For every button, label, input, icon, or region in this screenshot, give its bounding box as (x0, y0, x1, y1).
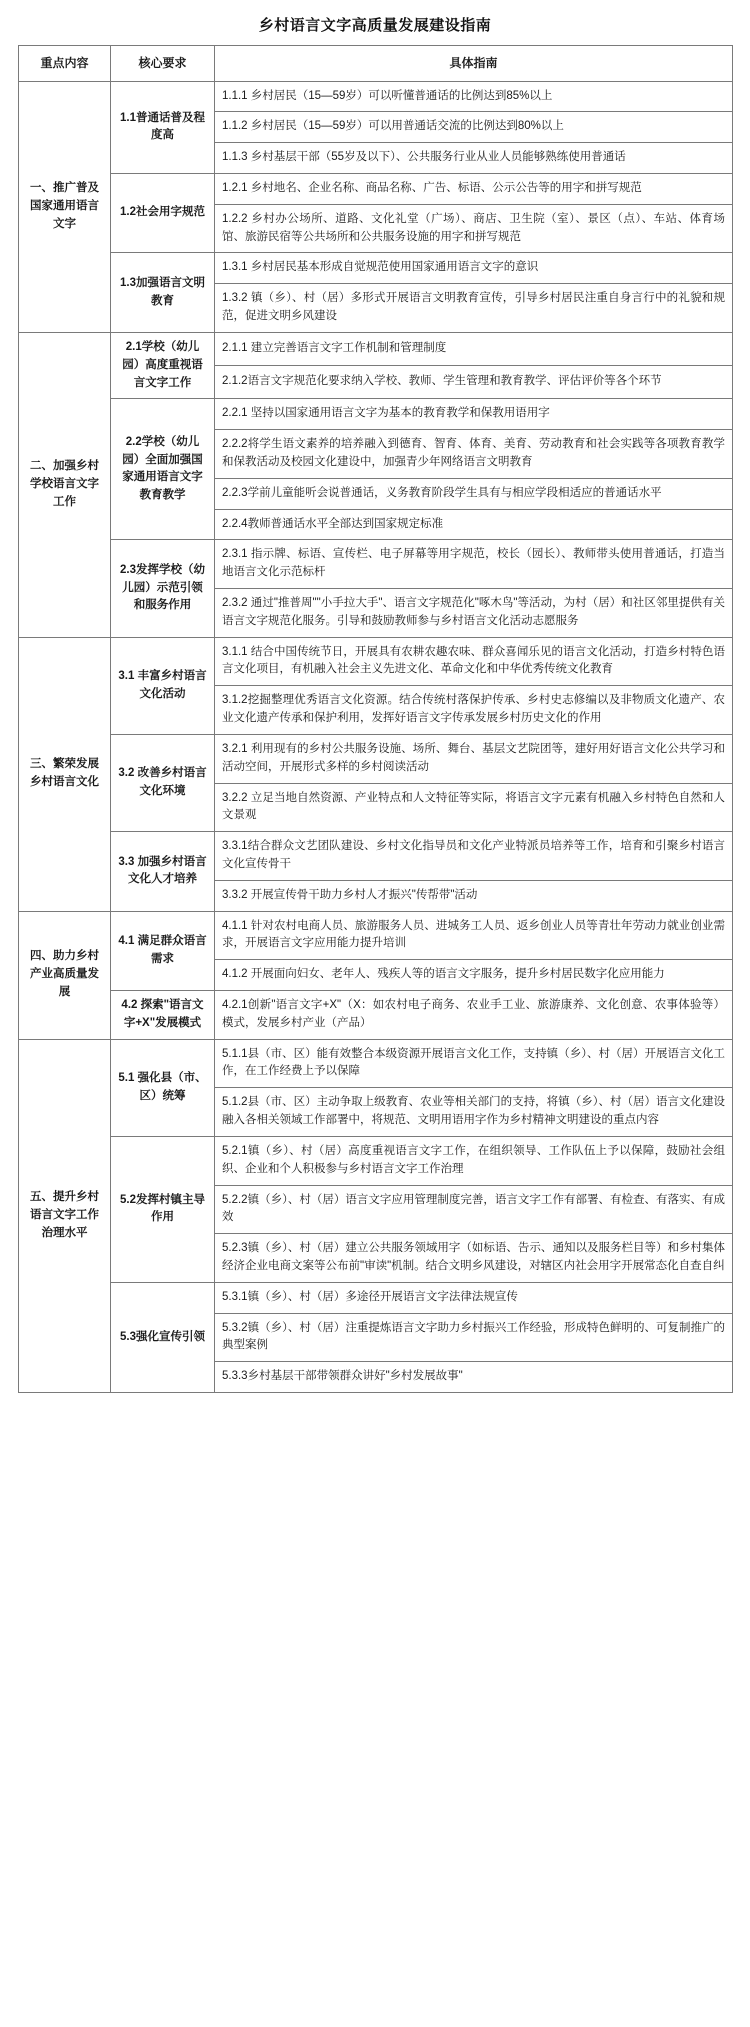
guideline-cell: 3.2.1 利用现有的乡村公共服务设施、场所、舞台、基层文艺院团等，建好用好语言文化公共学习和活动空间，开展形式多样的乡村阅读活动 (215, 734, 733, 783)
guideline-cell: 3.1.2挖掘整理优秀语言文化资源。结合传统村落保护传承、乡村史志修编以及非物质文化遗产、农业文化遗产传承和保护利用，发挥好语言文字传承发展乡村历史文化的作用 (215, 686, 733, 735)
guideline-cell: 1.1.2 乡村居民（15—59岁）可以用普通话交流的比例达到80%以上 (215, 112, 733, 143)
table-row (19, 81, 733, 112)
guideline-cell: 1.2.2 乡村办公场所、道路、文化礼堂（广场）、商店、卫生院（室）、景区（点）、车站、体育场馆、旅游民宿等公共场所和公共服务设施的用字和拼写规范 (215, 204, 733, 253)
core-cell: 2.1学校（幼儿园）高度重视语言文字工作 (111, 332, 215, 398)
core-cell: 5.2发挥村镇主导作用 (111, 1136, 215, 1282)
guideline-cell: 3.3.1结合群众文艺团队建设、乡村文化指导员和文化产业特派员培养等工作，培育和引聚乡村语言文化宣传骨干 (215, 832, 733, 881)
guideline-cell: 5.3.1镇（乡）、村（居）多途径开展语言文字法律法规宣传 (215, 1282, 733, 1313)
guideline-cell: 5.3.3乡村基层干部带领群众讲好"乡村发展故事" (215, 1362, 733, 1393)
core-cell: 4.1 满足群众语言需求 (111, 911, 215, 990)
guideline-cell: 4.2.1创新"语言文字+X"（X：如农村电子商务、农业手工业、旅游康养、文化创意、农事体验等）模式，发展乡村产业（产品） (215, 991, 733, 1040)
core-cell: 2.2学校（幼儿园）全面加强国家通用语言文字教育教学 (111, 399, 215, 540)
guideline-cell: 2.3.2 通过"推普周""小手拉大手"、语言文字规范化"啄木鸟"等活动，为村（居）和社区邻里提供有关语言文字规范化服务。引导和鼓励教师参与乡村语言文化活动志愿服务 (215, 589, 733, 638)
table-row (19, 1282, 733, 1313)
guideline-cell: 4.1.2 开展面向妇女、老年人、残疾人等的语言文字服务，提升乡村居民数字化应用能力 (215, 960, 733, 991)
focus-cell: 一、推广普及国家通用语言文字 (19, 81, 111, 332)
guideline-cell: 2.2.2将学生语文素养的培养融入到德育、智育、体育、美育、劳动教育和社会实践等各项教育教学和保教活动及校园文化建设中，加强青少年网络语言文明教育 (215, 430, 733, 479)
table-row (19, 332, 733, 365)
guideline-cell: 2.2.3学前儿童能听会说普通话，义务教育阶段学生具有与相应学段相适应的普通话水平 (215, 478, 733, 509)
focus-cell: 五、提升乡村语言文字工作治理水平 (19, 1039, 111, 1392)
guideline-cell: 1.3.2 镇（乡）、村（居）多形式开展语言文明教育宣传，引导乡村居民注重自身言行中的礼貌和规范，促进文明乡风建设 (215, 284, 733, 333)
table-row (19, 991, 733, 1040)
table-row (19, 911, 733, 960)
guideline-cell: 2.2.1 坚持以国家通用语言文字为基本的教育教学和保教用语用字 (215, 399, 733, 430)
column-header-core: 核心要求 (111, 46, 215, 82)
table-row (19, 637, 733, 686)
table-row (19, 1039, 733, 1088)
core-cell: 5.1 强化县（市、区）统筹 (111, 1039, 215, 1136)
table-row (19, 1136, 733, 1185)
guideline-cell: 5.3.2镇（乡）、村（居）注重提炼语言文字助力乡村振兴工作经验，形成特色鲜明的、可复制推广的典型案例 (215, 1313, 733, 1362)
table-row (19, 540, 733, 589)
guideline-cell: 3.3.2 开展宣传骨干助力乡村人才振兴"传帮带"活动 (215, 880, 733, 911)
guideline-cell: 4.1.1 针对农村电商人员、旅游服务人员、进城务工人员、返乡创业人员等青壮年劳动力就业创业需求，开展语言文字应用能力提升培训 (215, 911, 733, 960)
guideline-cell: 1.1.1 乡村居民（15—59岁）可以听懂普通话的比例达到85%以上 (215, 81, 733, 112)
core-cell: 5.3强化宣传引领 (111, 1282, 215, 1392)
focus-cell: 二、加强乡村学校语言文字工作 (19, 332, 111, 637)
guideline-cell: 5.1.2县（市、区）主动争取上级教育、农业等相关部门的支持，将镇（乡）、村（居）语言文化建设融入各相关领域工作部署中，将规范、文明用语用字作为乡村精神文明建设的重点内容 (215, 1088, 733, 1137)
guideline-cell: 5.2.2镇（乡）、村（居）语言文字应用管理制度完善，语言文字工作有部署、有检查、有落实、有成效 (215, 1185, 733, 1234)
core-cell: 1.1普通话普及程度高 (111, 81, 215, 173)
core-cell: 3.2 改善乡村语言文化环境 (111, 734, 215, 831)
focus-cell: 四、助力乡村产业高质量发展 (19, 911, 111, 1039)
guideline-cell: 2.1.1 建立完善语言文字工作机制和管理制度 (215, 332, 733, 365)
table-row (19, 734, 733, 783)
guide-table (18, 45, 733, 1393)
core-cell: 1.3加强语言文明教育 (111, 253, 215, 332)
guideline-cell: 1.3.1 乡村居民基本形成自觉规范使用国家通用语言文字的意识 (215, 253, 733, 284)
table-row (19, 832, 733, 881)
guideline-cell: 3.1.1 结合中国传统节日，开展具有农耕农趣农味、群众喜闻乐见的语言文化活动，打造乡村特色语言文化项目，有机融入社会主义先进文化、革命文化和中华优秀传统文化教育 (215, 637, 733, 686)
guideline-cell: 1.1.3 乡村基层干部（55岁及以下）、公共服务行业从业人员能够熟练使用普通话 (215, 143, 733, 174)
guideline-cell: 1.2.1 乡村地名、企业名称、商品名称、广告、标语、公示公告等的用字和拼写规范 (215, 174, 733, 205)
core-cell: 2.3发挥学校（幼儿园）示范引领和服务作用 (111, 540, 215, 637)
guideline-cell: 2.1.2语言文字规范化要求纳入学校、教师、学生管理和教育教学、评估评价等各个环节 (215, 366, 733, 399)
focus-cell: 三、繁荣发展乡村语言文化 (19, 637, 111, 911)
column-header-guideline: 具体指南 (215, 46, 733, 82)
guideline-cell: 3.2.2 立足当地自然资源、产业特点和人文特征等实际，将语言文字元素有机融入乡村特色自然和人文景观 (215, 783, 733, 832)
column-header-focus: 重点内容 (19, 46, 111, 82)
table-row (19, 174, 733, 205)
core-cell: 1.2社会用字规范 (111, 174, 215, 253)
core-cell: 4.2 探索"语言文字+X"发展模式 (111, 991, 215, 1040)
table-row (19, 253, 733, 284)
table-header-row (19, 46, 733, 82)
core-cell: 3.1 丰富乡村语言文化活动 (111, 637, 215, 734)
guideline-cell: 5.2.3镇（乡）、村（居）建立公共服务领域用字（如标语、告示、通知以及服务栏目等）和乡村集体经济企业电商文案等公布前"审读"机制。结合文明乡风建设，对辖区内社会用字开展常态化自查自纠 (215, 1234, 733, 1283)
page-title: 乡村语言文字高质量发展建设指南 (258, 17, 492, 34)
guideline-cell: 2.2.4教师普通话水平全部达到国家规定标准 (215, 509, 733, 540)
core-cell: 3.3 加强乡村语言文化人才培养 (111, 832, 215, 911)
table-row (19, 399, 733, 430)
guideline-cell: 5.1.1县（市、区）能有效整合本级资源开展语言文化工作，支持镇（乡）、村（居）开展语言文化工作，在工作经费上予以保障 (215, 1039, 733, 1088)
guideline-cell: 2.3.1 指示牌、标语、宣传栏、电子屏幕等用字规范，校长（园长）、教师带头使用普通话，打造当地语言文化示范标杆 (215, 540, 733, 589)
guideline-cell: 5.2.1镇（乡）、村（居）高度重视语言文字工作，在组织领导、工作队伍上予以保障，鼓励社会组织、企业和个人积极参与乡村语言文字工作治理 (215, 1136, 733, 1185)
